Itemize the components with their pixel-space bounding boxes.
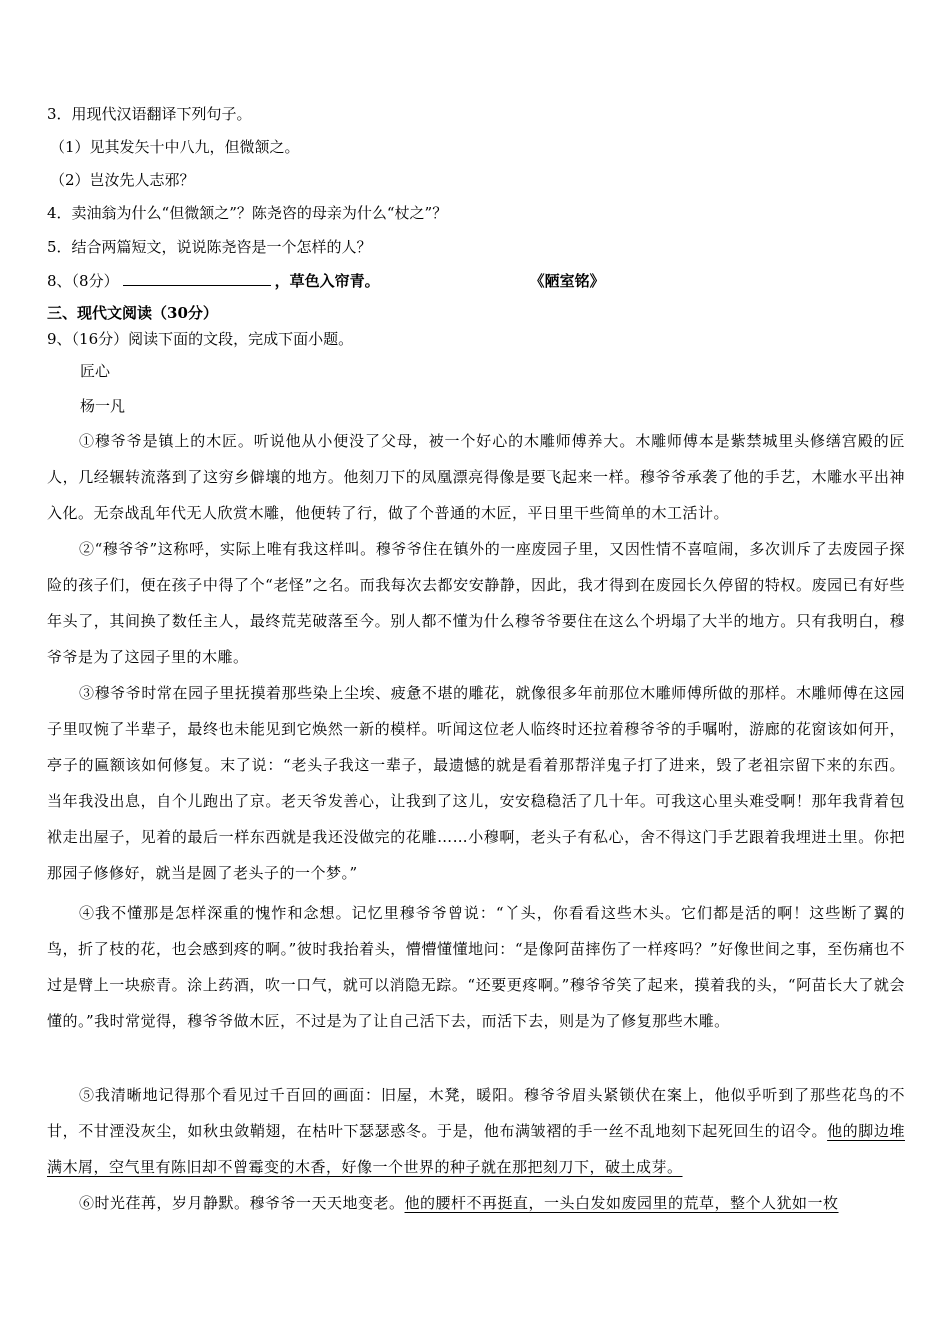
question-8-line: ，草色入帘青。 <box>274 272 380 290</box>
question-3-1: （1）见其发矢十中八九，但微颔之。 <box>50 138 300 156</box>
passage-paragraph-2: ②“穆爷爷”这称呼，实际上唯有我这样叫。穆爷爷住在镇外的一座废园子里，又因性情不喜喧闹，多次训斥了去废园子探险的孩子们，便在孩子中得了个“老怪”之名。而我每次去都安安静静，因此，我才得到在废园长久停留的特权。废园已有好些年头了，其间换了数任主人，最终荒芜破落至今。别人都不懂为什么穆爷爷要住在这么个坍塌了大半的地方。只有我明白，穆爷爷是为了这园子里的木雕。 <box>47 540 905 666</box>
passage-paragraph-4: ④我不懂那是怎样深重的愧怍和念想。记忆里穆爷爷曾说：“丫头，你看看这些木头。它们都是活的啊！这些断了翼的鸟，折了枝的花，也会感到疼的啊。”彼时我抬着头，懵懵懂懂地问：“是像阿苗摔伤了一样疼吗？”好像世间之事，至伤痛也不过是臂上一块瘀青。涂上药酒，吹一口气，就可以消隐无踪。“还要更疼啊。”穆爷爷笑了起来，摸着我的头，“阿苗长大了就会懂的。”我时常觉得，穆爷爷做木匠，不过是为了让自己活下去，而活下去，则是为了修复那些木雕。 <box>47 904 905 1030</box>
passage-paragraph-5 <box>47 1077 905 1185</box>
passage-author: 杨一凡 <box>80 397 126 415</box>
question-5: 5．结合两篇短文，说说陈尧咨是一个怎样的人？ <box>47 238 372 256</box>
question-8-source: 《陋室铭》 <box>529 272 605 290</box>
underlined-sentence-5: 他的脚边堆满木屑，空气里有陈旧却不曾霉变的木香，好像一个世界的种子就在那把刻刀下，破土成芽。 <box>47 1122 905 1176</box>
passage-paragraph-1: ①穆爷爷是镇上的木匠。听说他从小便没了父母，被一个好心的木雕师傅养大。木雕师傅本是紫禁城里头修缮宫殿的匠人，几经辗转流落到了这穷乡僻壤的地方。他刻刀下的凤凰漂亮得像是要飞起来一样。穆爷爷承袭了他的手艺，木雕水平出神入化。无奈战乱年代无人欣赏木雕，他便转了行，做了个普通的木匠，平日里干些简单的木工活计。 <box>47 432 905 522</box>
passage-paragraph-6-text: ⑥时光荏苒，岁月静默。穆爷爷一天天地变老。 <box>79 1194 405 1212</box>
passage-paragraph-6 <box>47 1185 905 1221</box>
section-title: 三、现代文阅读（30分） <box>47 304 218 322</box>
question-8-prefix: 8、（8分） <box>47 272 119 290</box>
question-3-2: （2）岂汝先人志邪？ <box>50 171 195 189</box>
underlined-sentence-6: 他的腰杆不再挺直，一头白发如废园里的荒草，整个人犹如一枚 <box>404 1194 839 1212</box>
passage-title: 匠心 <box>80 362 111 380</box>
question-3: 3．用现代汉语翻译下列句子。 <box>47 105 252 123</box>
fill-in-blank[interactable] <box>123 271 271 286</box>
passage-paragraph-5-text: ⑤我清晰地记得那个看见过千百回的画面：旧屋，木凳，暖阳。穆爷爷眉头紧锁伏在案上，他似乎听到了那些花鸟的不甘，不甘湮没灰尘，如秋虫敛鞘翅，在枯叶下瑟瑟惑冬。于是，他布满皱褶的手一丝不乱地刻下起死回生的诏令。 <box>47 1086 905 1140</box>
question-8 <box>47 271 605 291</box>
question-4: 4．卖油翁为什么“但微颔之”？陈尧咨的母亲为什么“杖之”？ <box>47 204 448 222</box>
passage-paragraph-3: ③穆爷爷时常在园子里抚摸着那些染上尘埃、疲惫不堪的雕花，就像很多年前那位木雕师傅所做的那样。木雕师傅在这园子里叹惋了半辈子，最终也未能见到它焕然一新的模样。听闻这位老人临终时还拉着穆爷爷的手嘱咐，游廊的花窗该如何开，亭子的匾额该如何修复。末了说：“老头子我这一辈子，最遗憾的就是看着那帮洋鬼子打了进来，毁了老祖宗留下来的东西。当年我没出息，自个儿跑出了京。老天爷发善心，让我到了这儿，安安稳稳活了几十年。可我这心里头难受啊！那年我背着包袱走出屋子，见着的最后一样东西就是我还没做完的花雕……小穆啊，老头子有私心，舍不得这门手艺跟着我埋进土里。你把那园子修修好，就当是圆了老头子的一个梦。” <box>47 684 905 882</box>
question-9-intro: 9、（16分）阅读下面的文段，完成下面小题。 <box>47 330 354 348</box>
